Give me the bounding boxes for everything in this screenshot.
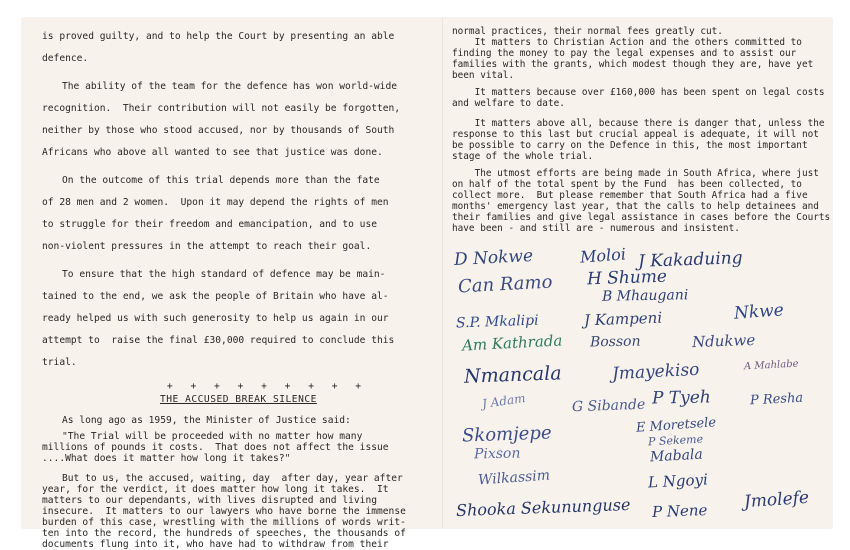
- text-line: trial.: [42, 357, 77, 368]
- text-line: ready helped us with such generosity to help us again in our: [42, 313, 389, 324]
- quote-line: millions of pounds it costs. That does not affect the issue: [42, 442, 389, 453]
- signature: Moloi: [579, 244, 627, 267]
- signature: A Mahlabe: [743, 358, 799, 373]
- text-line: their families and give legal assistance in cases before the Courts: [452, 212, 831, 223]
- signature: H Shume: [586, 266, 668, 290]
- text-line: attempt to raise the final £30,000 required to conclude this: [42, 335, 395, 346]
- text-line: on half of the total spent by the Fund has been collected, to: [452, 179, 802, 190]
- signature: Am Kathrada: [461, 331, 563, 355]
- section-separator: + + + + + + + + +: [166, 381, 368, 392]
- text-line: insecure. It matters to our lawyers who have borne the immense: [42, 506, 406, 517]
- signature: Shooka Sekununguse: [455, 494, 631, 521]
- text-line: But to us, the accused, waiting, day after day, year after: [62, 473, 403, 484]
- signature: P Sekeme: [647, 432, 704, 449]
- text-line: neither by those who stood accused, nor by thousands of South: [42, 125, 395, 136]
- signature: S.P. Mkalipi: [455, 312, 539, 332]
- text-line: of 28 men and 2 women. Upon it may depend the rights of men: [42, 197, 389, 208]
- signature: Can Ramo: [457, 271, 553, 298]
- text-line: On the outcome of this trial depends more than the fate: [62, 175, 380, 186]
- left-column: [42, 26, 422, 550]
- text-line: It matters because over £160,000 has been spent on legal costs: [452, 87, 825, 98]
- text-line: tained to the end, we ask the people of Britain who have al-: [42, 291, 389, 302]
- text-line: burden of this case, wrestling with the millions of words writ-: [42, 517, 406, 528]
- signature: L Ngoyi: [647, 470, 709, 492]
- text-line: As long ago as 1959, the Minister of Justice said:: [62, 415, 351, 426]
- text-line: non-violent pressures in the attempt to reach their goal.: [42, 241, 372, 252]
- text-line: families with the grants, which modest though they are, have yet: [452, 59, 814, 70]
- text-line: Africans who above all wanted to see that justice was done.: [42, 147, 383, 158]
- signature: Jmolefe: [743, 487, 810, 513]
- right-column: [452, 26, 831, 234]
- text-line: months' emergency last year, that the calls to help detainees and: [452, 201, 819, 212]
- signature: P Resha: [749, 390, 804, 409]
- text-line: To ensure that the high standard of defence may be main-: [62, 269, 386, 280]
- page-fold: [442, 18, 443, 528]
- text-line: have been - and still are - numerous and insistent.: [452, 223, 740, 234]
- signature: P Nene: [651, 501, 708, 521]
- signature: G Sibande: [571, 396, 646, 416]
- text-line: It matters above all, because there is danger that, unless the: [452, 118, 825, 129]
- text-line: defence.: [42, 53, 89, 64]
- text-line: is proved guilty, and to help the Court by presenting an able: [42, 31, 395, 42]
- signature: E Moretsele: [635, 415, 717, 436]
- text-line: normal practices, their normal fees greatly cut.: [452, 26, 723, 37]
- signature: Mabala: [649, 446, 704, 466]
- text-line: The utmost efforts are being made in South Africa, where just: [452, 168, 819, 179]
- signature: Pixson: [473, 445, 521, 463]
- quote-line: "The Trial will be proceeded with no matter how many: [62, 431, 363, 442]
- signature: J Kampeni: [583, 308, 663, 330]
- signature: Skomjepe: [461, 422, 552, 447]
- text-line: It matters to Christian Action and the others committed to: [452, 37, 802, 48]
- text-line: matters to our dependants, with lives disrupted and living: [42, 495, 378, 506]
- signature: Nkwe: [733, 300, 785, 324]
- signatures-block: [452, 244, 822, 528]
- text-line: be possible to carry on the Defence in this, the most important: [452, 140, 808, 151]
- text-line: ten into the record, the hundreds of speeches, the thousands of: [42, 528, 406, 539]
- text-line: to struggle for their freedom and emancipation, and to use: [42, 219, 378, 230]
- text-line: The ability of the team for the defence has won world-wide: [62, 81, 398, 92]
- signature: Nmancala: [463, 362, 562, 388]
- signature: Bosson: [589, 333, 641, 351]
- text-line: response to this last but crucial appeal is adequate, it will not: [452, 129, 819, 140]
- signature: J Adam: [481, 391, 527, 411]
- signature: Jmayekiso: [611, 359, 700, 385]
- text-line: and welfare to date.: [452, 98, 565, 109]
- text-line: stage of the whole trial.: [452, 151, 594, 162]
- text-line: documents flung into it, who have had to withdraw from their: [42, 539, 389, 550]
- document-sheet: [22, 18, 832, 550]
- text-line: been vital.: [452, 70, 515, 81]
- signature: Wilkassim: [477, 467, 551, 489]
- text-line: recognition. Their contribution will not easily be forgotten,: [42, 103, 401, 114]
- signature: P Tyeh: [651, 387, 711, 409]
- section-title: THE ACCUSED BREAK SILENCE: [160, 394, 317, 405]
- text-line: year, for the verdict, it does matter how long it takes. It: [42, 484, 389, 495]
- signature: D Nokwe: [453, 245, 534, 271]
- text-line: finding the money to pay the legal expenses and to assist our: [452, 48, 797, 59]
- quote-line: ....What does it matter how long it takes?": [42, 453, 291, 464]
- signature: Ndukwe: [691, 330, 756, 352]
- signature: J Kakaduing: [637, 248, 743, 272]
- signature: B Mhaugani: [601, 287, 689, 305]
- text-line: collect more. But please remember that South Africa had a five: [452, 190, 808, 201]
